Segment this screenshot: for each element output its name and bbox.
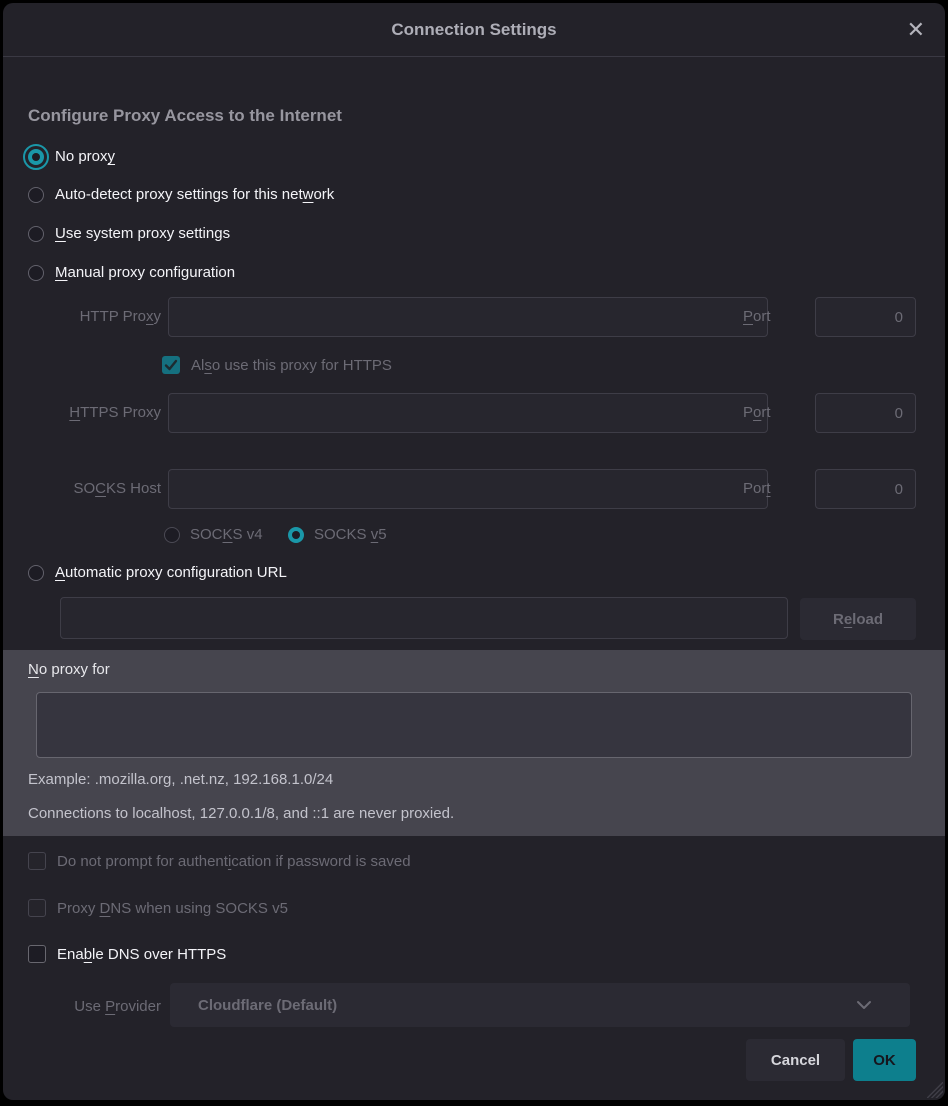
radio-icon[interactable] xyxy=(28,265,44,281)
checkbox-also-https[interactable] xyxy=(162,356,392,374)
https-proxy-label: HTTPS Proxy xyxy=(69,404,161,421)
radio-socks-v5[interactable] xyxy=(288,526,387,543)
http-port-input[interactable] xyxy=(815,297,916,337)
close-icon[interactable]: ✕ xyxy=(906,16,925,42)
http-proxy-input[interactable] xyxy=(168,297,768,337)
radio-system-proxy[interactable] xyxy=(28,225,230,242)
no-proxy-example-text: Example: .mozilla.org, .net.nz, 192.168.1.0/24 xyxy=(28,771,334,788)
checkbox-label: Enable DNS over HTTPS xyxy=(57,945,227,963)
checkbox-icon[interactable] xyxy=(28,945,46,963)
chevron-down-icon xyxy=(856,1000,872,1010)
no-proxy-for-section xyxy=(3,650,945,836)
use-provider-label: Use Provider xyxy=(74,998,161,1015)
checkbox-label: Also use this proxy for HTTPS xyxy=(191,356,392,374)
checkbox-icon[interactable] xyxy=(28,899,46,917)
dns-provider-select[interactable] xyxy=(170,983,910,1027)
radio-autoconfig-url[interactable] xyxy=(28,564,287,581)
checkbox-no-auth-prompt[interactable] xyxy=(28,852,411,870)
ok-button[interactable]: OK xyxy=(853,1039,916,1081)
http-proxy-label: HTTP Proxy xyxy=(79,308,161,325)
connection-settings-dialog xyxy=(3,3,945,1100)
http-port-label: Port xyxy=(743,308,771,325)
radio-label: No proxy xyxy=(55,148,116,165)
radio-socks-v4[interactable] xyxy=(164,526,263,543)
radio-label: SOCKS v5 xyxy=(314,526,387,543)
check-icon xyxy=(164,358,178,372)
no-proxy-for-textarea[interactable] xyxy=(36,692,912,758)
socks-port-input[interactable] xyxy=(815,469,916,509)
checkbox-checked-icon[interactable] xyxy=(162,356,180,374)
checkbox-icon[interactable] xyxy=(28,852,46,870)
no-proxy-note-text: Connections to localhost, 127.0.0.1/8, and ::1 are never proxied. xyxy=(28,805,455,822)
radio-icon-selected[interactable] xyxy=(28,149,44,165)
radio-icon[interactable] xyxy=(28,226,44,242)
radio-icon[interactable] xyxy=(28,565,44,581)
radio-label: Use system proxy settings xyxy=(55,225,231,242)
radio-icon[interactable] xyxy=(164,527,180,543)
https-proxy-input[interactable] xyxy=(168,393,768,433)
dialog-titlebar xyxy=(3,3,945,57)
radio-label: Automatic proxy configuration URL xyxy=(55,564,287,581)
autoconfig-url-input[interactable] xyxy=(60,597,788,639)
radio-icon[interactable] xyxy=(28,187,44,203)
checkbox-label: Do not prompt for authentication if password is saved xyxy=(57,852,411,870)
no-proxy-for-label: No proxy for xyxy=(28,661,110,678)
checkbox-label: Proxy DNS when using SOCKS v5 xyxy=(57,899,288,917)
socks-host-label: SOCKS Host xyxy=(73,480,161,497)
radio-label: Manual proxy configuration xyxy=(55,264,236,281)
radio-auto-detect[interactable] xyxy=(28,186,334,203)
socks-port-label: Port xyxy=(743,480,771,497)
https-port-input[interactable] xyxy=(815,393,916,433)
radio-no-proxy[interactable] xyxy=(28,148,115,165)
cancel-button[interactable]: Cancel xyxy=(746,1039,845,1081)
checkbox-enable-doh[interactable] xyxy=(28,945,226,963)
page-title: Configure Proxy Access to the Internet xyxy=(28,106,342,125)
radio-label: SOCKS v4 xyxy=(190,526,263,543)
dialog-title: Connection Settings xyxy=(391,19,557,39)
radio-label: Auto-detect proxy settings for this network xyxy=(55,186,335,203)
radio-manual-proxy[interactable] xyxy=(28,264,235,281)
https-port-label: Port xyxy=(743,404,771,421)
reload-button[interactable]: R e load xyxy=(800,598,916,640)
radio-icon-selected[interactable] xyxy=(288,527,304,543)
socks-host-input[interactable] xyxy=(168,469,768,509)
dns-provider-value: Cloudflare (Default) xyxy=(198,996,338,1014)
checkbox-proxy-dns-socks5[interactable] xyxy=(28,899,288,917)
resize-grip[interactable] xyxy=(927,1082,943,1098)
